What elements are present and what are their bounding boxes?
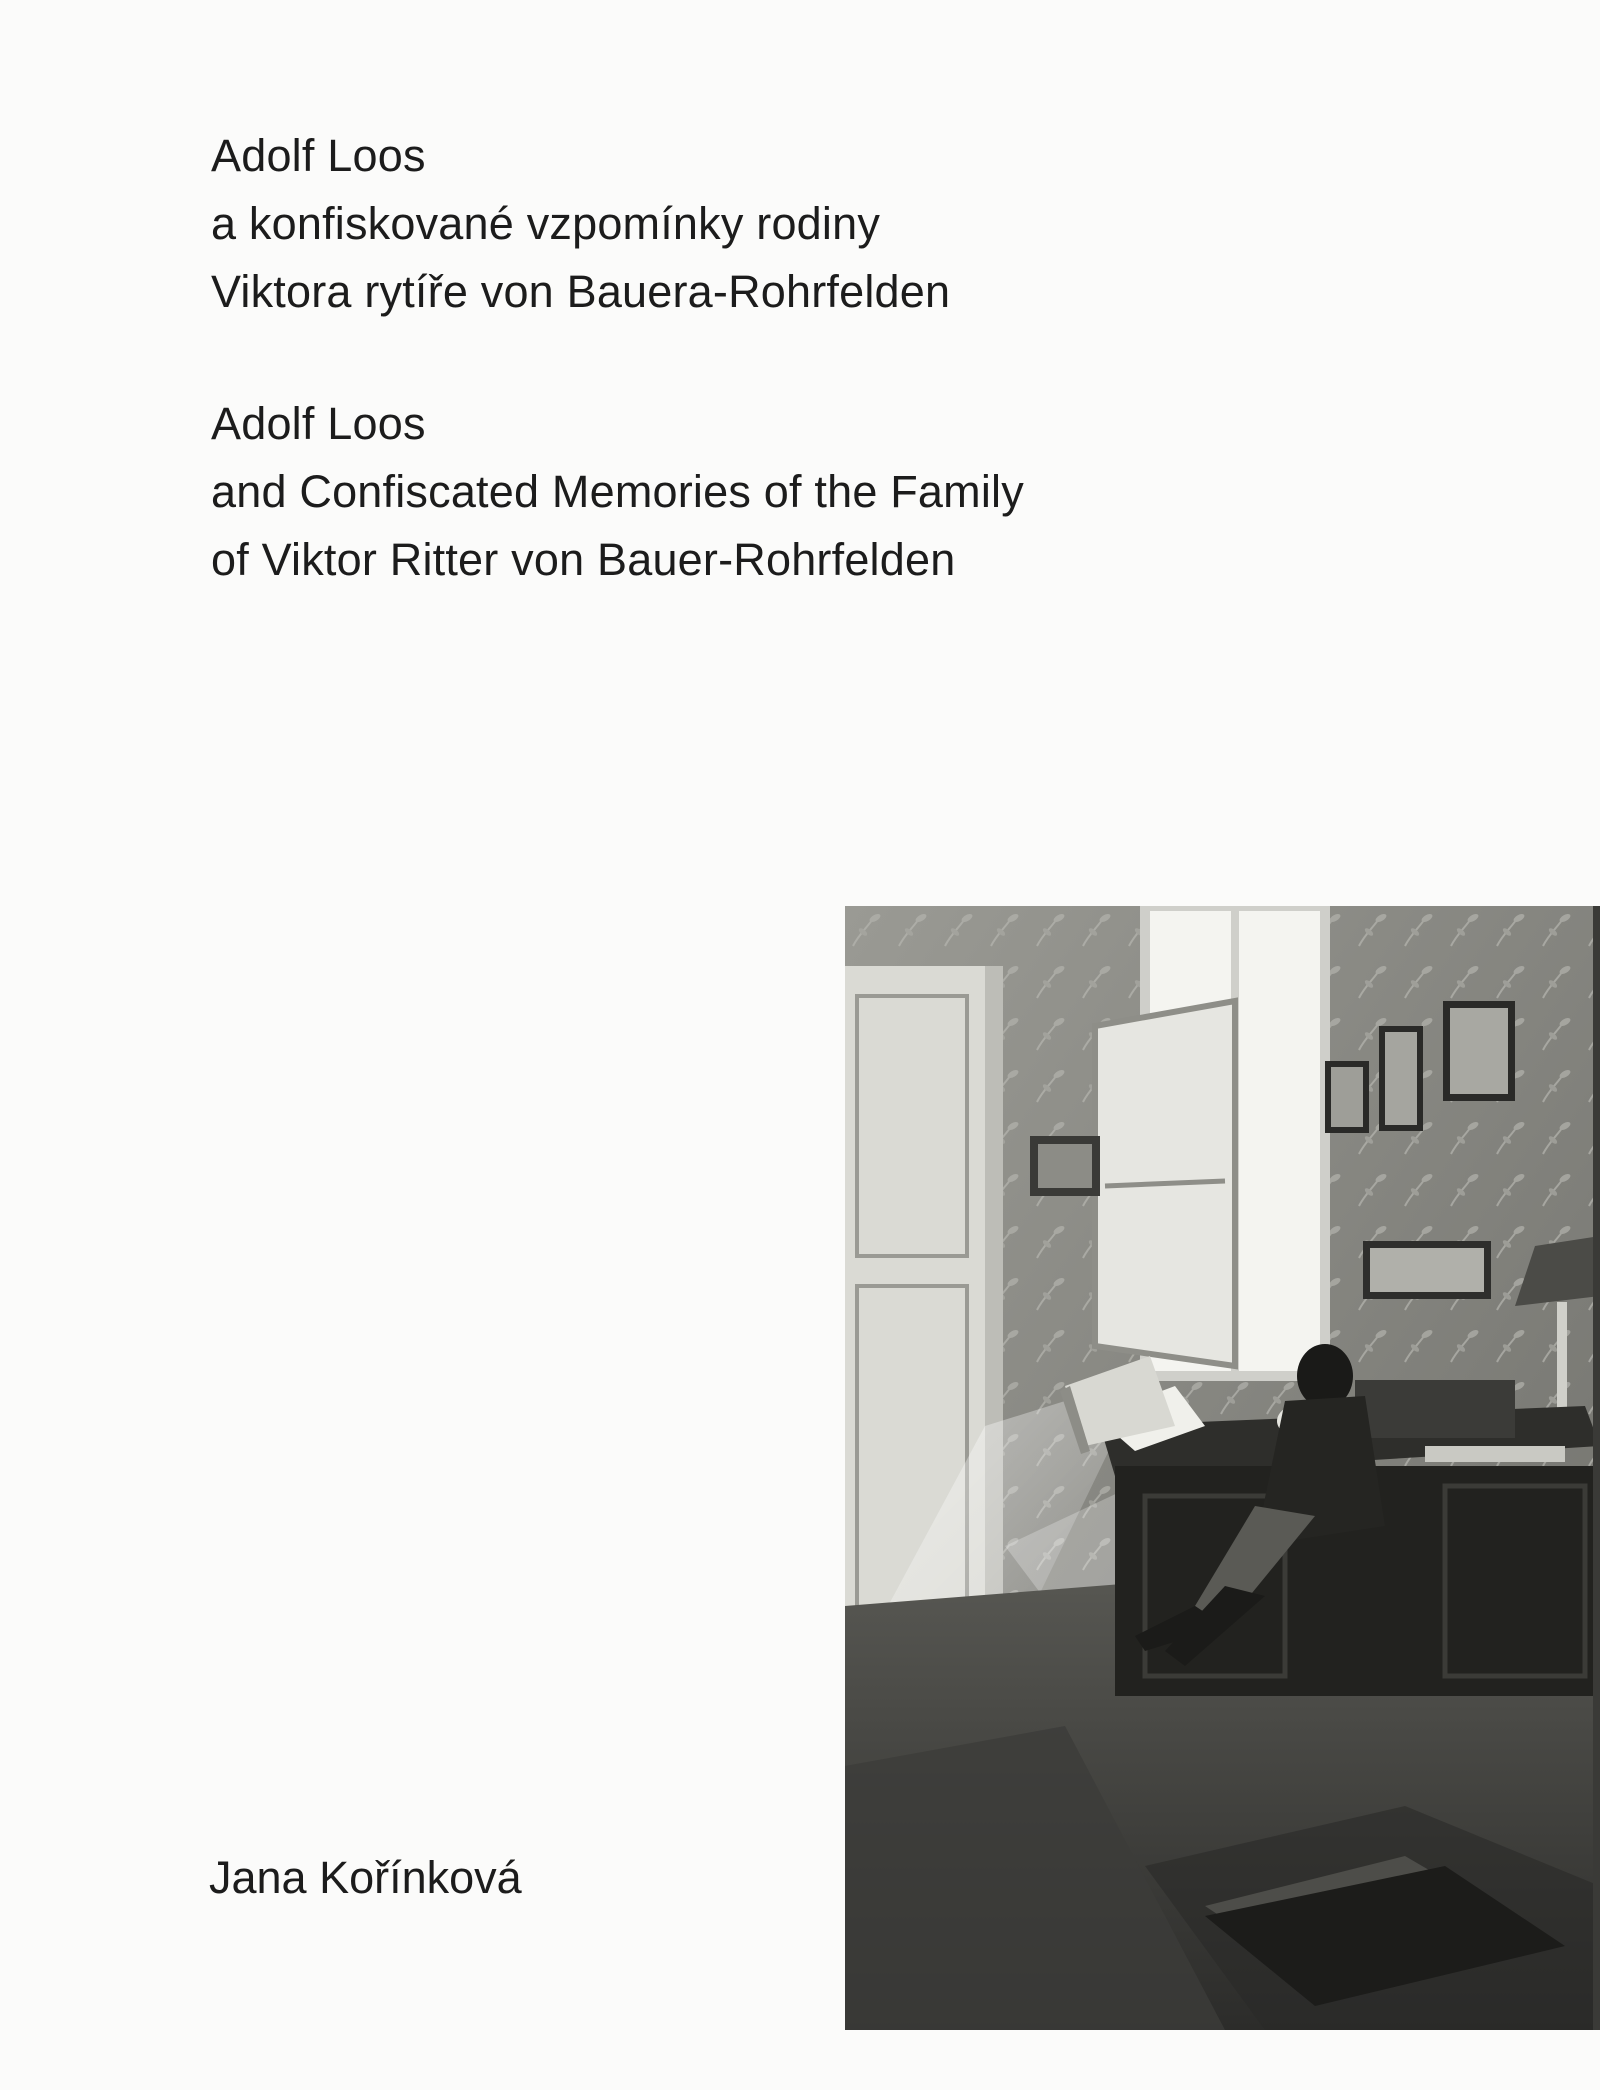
title-block: [211, 122, 1311, 594]
cover-photograph: [845, 906, 1600, 2030]
english-title-line-2: and Confiscated Memories of the Family: [211, 466, 1024, 517]
interior-scene-illustration: [845, 906, 1600, 2030]
english-title-line-3: of Viktor Ritter von Bauer-Rohrfelden: [211, 534, 956, 585]
czech-title-line-1: Adolf Loos: [211, 130, 426, 181]
czech-title-line-2: a konfiskované vzpomínky rodiny: [211, 198, 881, 249]
czech-title-line-3: Viktora rytíře von Bauera-Rohrfelden: [211, 266, 951, 317]
title-spacer: [211, 326, 1311, 390]
author-name: Jana Kořínková: [209, 1852, 522, 1903]
english-title-line-1: Adolf Loos: [211, 398, 426, 449]
